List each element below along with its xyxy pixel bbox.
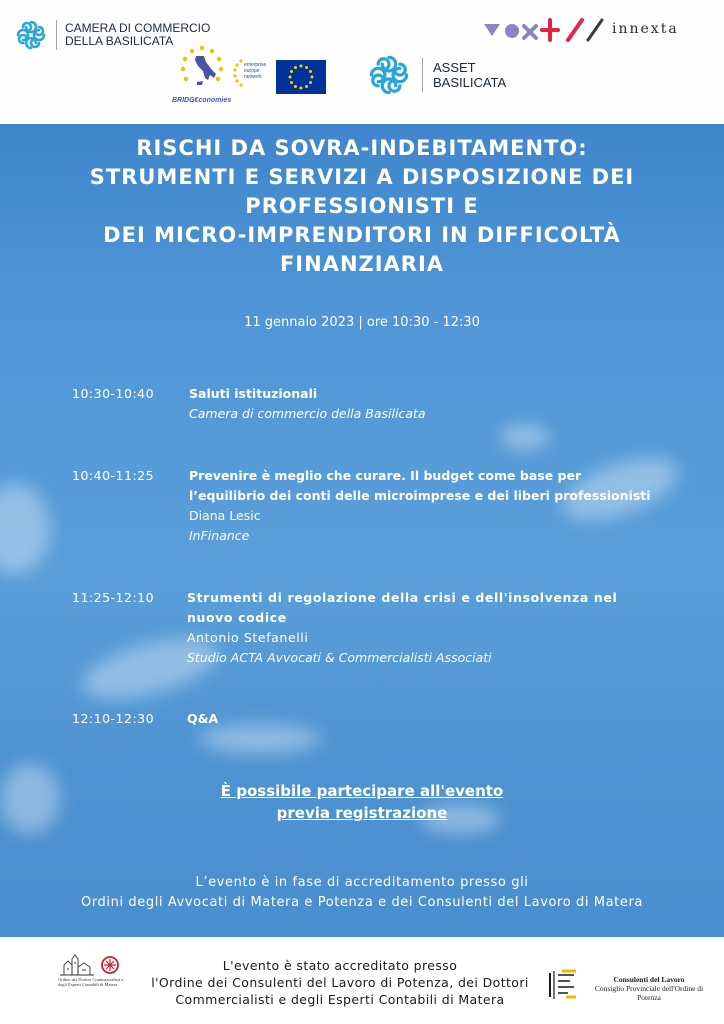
title-line: FINANZIARIA bbox=[279, 252, 445, 276]
bridge-logo-label: BRIDG€conomies bbox=[172, 97, 232, 104]
agenda-organization: Studio ACTA Avvocati & Commercialisti Associati bbox=[187, 650, 492, 665]
asset-basilicata-logo[interactable] bbox=[366, 52, 506, 98]
innexta-shapes-icon bbox=[480, 14, 608, 44]
agenda-time: 11:25-12:10 bbox=[72, 590, 155, 605]
cdl-line1: Consulenti del Lavoro bbox=[613, 975, 685, 984]
cdl-mark-icon[interactable] bbox=[544, 967, 580, 1003]
sassi-matera-icon bbox=[58, 951, 130, 979]
agenda-organization: InFinance bbox=[189, 528, 250, 543]
cdl-logo-text bbox=[584, 975, 714, 1002]
footer-line: Commercialisti e degli Esperti Contabili di Matera bbox=[175, 992, 505, 1007]
logo-divider bbox=[422, 58, 423, 92]
footer-line: L'evento è stato accreditato presso bbox=[222, 958, 458, 973]
een-line1: enterprise bbox=[244, 62, 267, 68]
agenda-title: Strumenti di regolazione della crisi e dell'insolvenza nel bbox=[187, 590, 618, 605]
agenda-speaker: Antonio Stefanelli bbox=[187, 630, 309, 645]
header-logos bbox=[0, 0, 724, 124]
agenda-time: 12:10-12:30 bbox=[72, 711, 155, 726]
agenda-time: 10:40-11:25 bbox=[72, 468, 155, 483]
registration-line[interactable]: È possibile partecipare all'evento bbox=[220, 782, 504, 800]
event-panel bbox=[0, 124, 724, 937]
innexta-wordmark: innexta bbox=[612, 21, 679, 37]
een-logo-text bbox=[244, 62, 266, 80]
registration-link[interactable] bbox=[0, 780, 724, 824]
event-date: 11 gennaio 2023 | ore 10:30 - 12:30 bbox=[244, 315, 480, 330]
accreditation-line: L’evento è in fase di accreditamento presso gli bbox=[195, 875, 529, 890]
agenda-body bbox=[189, 384, 689, 424]
swirl-logo-icon bbox=[14, 18, 48, 52]
eu-flag-icon bbox=[276, 60, 326, 94]
footer-line: l'Ordine dei Consulenti del Lavoro di Potenza, dei Dottori bbox=[151, 975, 529, 990]
innexta-logo[interactable] bbox=[480, 14, 716, 44]
asset-logo-line1: ASSET bbox=[433, 60, 476, 75]
title-line: PROFESSIONISTI E bbox=[245, 194, 479, 218]
registration-line[interactable]: previa registrazione bbox=[276, 804, 448, 822]
eu-flag-logo[interactable] bbox=[276, 60, 326, 94]
een-line3: network bbox=[244, 74, 262, 80]
enterprise-europe-network-logo[interactable] bbox=[232, 56, 274, 92]
title-line: DEI MICRO-IMPRENDITORI IN DIFFICOLTÀ bbox=[103, 223, 621, 247]
accreditation-line: Ordini degli Avvocati di Matera e Potenza e dei Consulenti del Lavoro di Matera bbox=[81, 895, 643, 910]
odcec-matera-logo[interactable] bbox=[58, 951, 130, 1015]
title-line: RISCHI DA SOVRA-INDEBITAMENTO: bbox=[136, 136, 588, 160]
agenda-title: Prevenire è meglio che curare. Il budget come base per bbox=[189, 468, 582, 483]
een-line2: europe bbox=[244, 68, 260, 74]
logo-divider bbox=[56, 20, 57, 50]
italy-map-stars-icon bbox=[170, 44, 234, 94]
asset-logo-line2: BASILICATA bbox=[433, 75, 507, 90]
footer bbox=[0, 937, 724, 1024]
agenda-time: 10:30-10:40 bbox=[72, 386, 155, 401]
agenda-title: l’equilibrio dei conti delle microimprese e dei liberi professionisti bbox=[189, 488, 651, 503]
accreditation-note bbox=[0, 873, 724, 913]
agenda-title: nuovo codice bbox=[187, 610, 287, 625]
camera-logo-line1: CAMERA DI COMMERCIO bbox=[65, 21, 211, 35]
cloud-decoration bbox=[500, 424, 550, 450]
agenda-speaker: Diana Lesic bbox=[189, 508, 261, 523]
asset-logo-text bbox=[433, 60, 506, 90]
cdl-line2: Consiglio Provinciale dell'Ordine di bbox=[594, 984, 704, 993]
agenda-body bbox=[187, 709, 687, 729]
swirl-logo-icon bbox=[366, 52, 412, 98]
agenda-body bbox=[189, 466, 689, 546]
footer-accreditation-text bbox=[140, 957, 540, 1008]
agenda-body bbox=[187, 588, 687, 668]
odcec-logo-caption: Ordine dei Dottori Commercialisti e degli Esperti Contabili di Matera bbox=[58, 977, 124, 987]
cloud-decoration bbox=[0, 484, 50, 574]
agenda-title: Saluti istituzionali bbox=[189, 386, 318, 401]
camera-logo-line2: DELLA BASILICATA bbox=[65, 34, 174, 48]
bridgeconomies-logo[interactable] bbox=[170, 44, 234, 104]
agenda-title: Q&A bbox=[187, 711, 219, 726]
cdl-line3: Potenza bbox=[637, 993, 661, 1002]
event-title bbox=[40, 134, 684, 279]
agenda-organization: Camera di commercio della Basilicata bbox=[189, 406, 426, 421]
title-line: STRUMENTI E SERVIZI A DISPOSIZIONE DEI bbox=[89, 165, 635, 189]
